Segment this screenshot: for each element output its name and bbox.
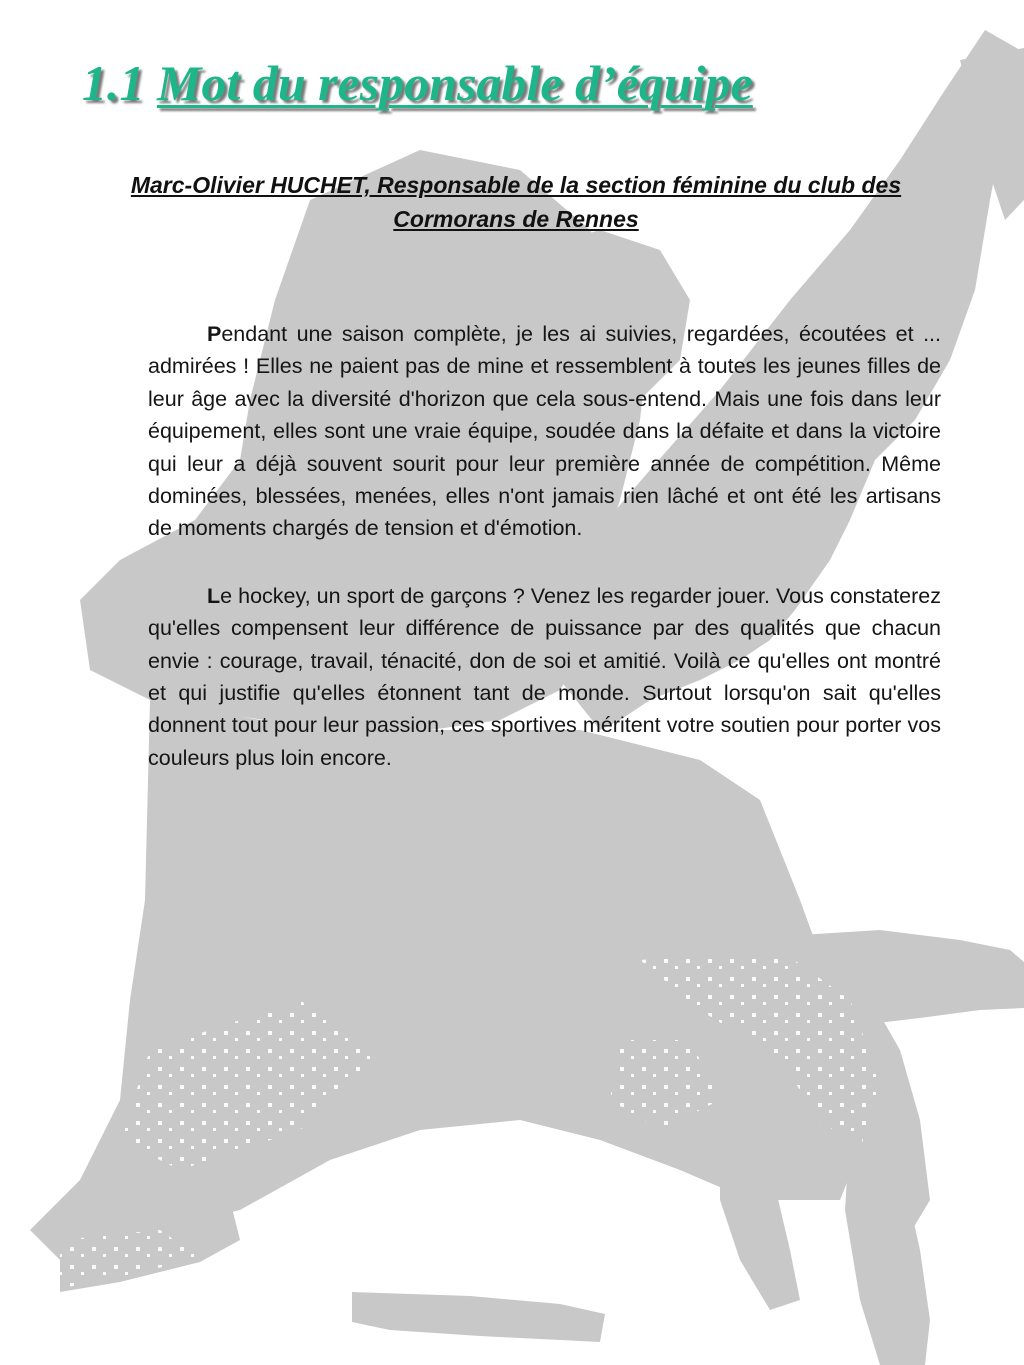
- paragraph-initial: L: [207, 583, 221, 608]
- paragraph-intro: [148, 318, 941, 545]
- paragraph-text: e hockey, un sport de garçons ? Venez les regarder jouer. Vous constaterez qu'elles compensent leur différence de puissance par des qualités que chacun envie : courage, travail, ténacité, don de soi et amitié. Voilà ce qu'elles ont montré et qui justifie qu'elles étonnent tant de monde. Surtout lorsqu'on sait qu'elles donnent tout pour leur passion, ces sportives méritent votre soutien pour porter vos couleurs plus loin encore.: [148, 583, 941, 770]
- page-title: [82, 48, 753, 118]
- body-text: [148, 318, 941, 774]
- section-title: Mot du responsable d’équipe: [157, 55, 753, 111]
- paragraph-hockey: [148, 580, 941, 774]
- section-number: 1.1: [82, 55, 145, 111]
- author-subtitle: Marc-Olivier HUCHET, Responsable de la section féminine du club des Cormorans de Rennes: [130, 172, 902, 232]
- paragraph-text: endant une saison complète, je les ai suivies, regardées, écoutées et ... admirées ! Elles ne paient pas de mine et ressemblent à toutes les jeunes filles de leur âge avec la diversité d'horizon que cela sous-entend. Mais une fois dans leur équipement, elles sont une vraie équipe, soudée dans la défaite et dans la victoire qui leur a déjà souvent sourit pour leur première année de compétition. Même dominées, blessées, menées, elles n'ont jamais rien lâché et ont été les artisans de moments chargés de tension et d'émotion.: [148, 322, 941, 541]
- paragraph-initial: P: [207, 322, 222, 346]
